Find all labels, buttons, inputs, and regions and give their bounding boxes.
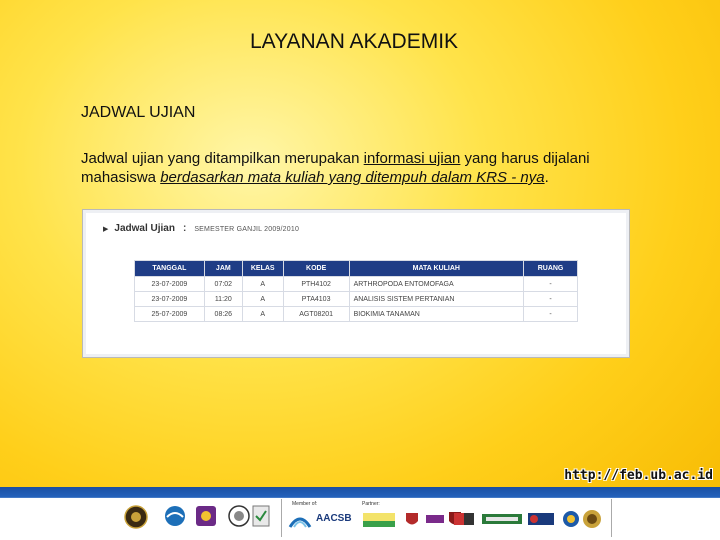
cell-kode: PTA4103 <box>283 292 349 307</box>
abest-logo-icon <box>288 509 312 531</box>
exam-schedule-screenshot <box>82 209 630 358</box>
table-row <box>135 292 578 307</box>
semester-label: SEMESTER GANJIL 2009/2010 <box>194 226 300 233</box>
table-header-row <box>135 261 578 277</box>
cell-kode: PTH4102 <box>283 277 349 292</box>
ig-logo-icon <box>454 513 474 525</box>
panel-title: Jadwal Ujian <box>114 223 175 234</box>
partner-seal-icon <box>562 509 580 529</box>
cell-tanggal: 25-07-2009 <box>135 307 205 322</box>
exam-table <box>134 260 578 322</box>
panel-header <box>103 223 299 234</box>
member-caption: Member of: <box>292 501 318 507</box>
partner-caption: Partner: <box>362 501 380 507</box>
cell-kelas: A <box>242 277 283 292</box>
link-krs[interactable]: berdasarkan mata kuliah yang ditempuh dalam KRS - nya <box>160 169 545 186</box>
cell-kelas: A <box>242 307 283 322</box>
panel-separator: : <box>182 223 187 234</box>
hague-logo-icon <box>482 511 522 527</box>
msu-logo-icon <box>528 511 554 527</box>
partners-block <box>281 499 612 537</box>
certification-logo-icon <box>252 505 270 527</box>
triangle-right-icon: ▶ <box>103 226 109 233</box>
cell-mata-kuliah: ARTHROPODA ENTOMOFAGA <box>349 277 524 292</box>
table-row <box>135 307 578 322</box>
cell-jam: 11:20 <box>204 292 242 307</box>
cell-tanggal: 23-07-2009 <box>135 277 205 292</box>
cell-ruang: - <box>524 307 578 322</box>
cell-ruang: - <box>524 292 578 307</box>
link-informasi-ujian[interactable]: informasi ujian <box>363 150 461 167</box>
partner-university-logo-icon <box>362 509 396 531</box>
slide-title: LAYANAN AKADEMIK <box>249 30 459 53</box>
cell-ruang: - <box>524 277 578 292</box>
column-header-tanggal: TANGGAL <box>135 261 205 277</box>
cell-mata-kuliah: ANALISIS SISTEM PERTANIAN <box>349 292 524 307</box>
gold-seal-icon <box>582 509 602 529</box>
university-seal-icon <box>124 505 148 529</box>
cell-jam: 07:02 <box>204 277 242 292</box>
column-header-kode: KODE <box>283 261 349 277</box>
accreditation-logo-icon <box>195 505 217 527</box>
globe-logo-icon <box>164 505 186 527</box>
section-heading: JADWAL UJIAN <box>81 104 196 121</box>
cell-tanggal: 23-07-2009 <box>135 292 205 307</box>
column-header-jam: JAM <box>204 261 242 277</box>
column-header-ruang: RUANG <box>524 261 578 277</box>
table-row <box>135 277 578 292</box>
aacsb-logo: AACSB <box>316 513 352 524</box>
paragraph-text-1: Jadwal ujian yang ditampilkan merupakan <box>81 150 364 167</box>
column-header-kelas: KELAS <box>242 261 283 277</box>
crest-logo-icon <box>404 511 420 529</box>
cell-kelas: A <box>242 292 283 307</box>
website-url[interactable]: http://feb.ub.ac.id <box>564 468 713 483</box>
usm-logo-icon <box>424 513 446 525</box>
cell-jam: 08:26 <box>204 307 242 322</box>
column-header-mata-kuliah: MATA KULIAH <box>349 261 524 277</box>
description-paragraph <box>81 149 661 187</box>
paragraph-text-2: yang harus dijalani mahasiswa <box>81 150 590 186</box>
registered-logo-icon <box>228 505 250 527</box>
paragraph-text-3: . <box>544 169 549 186</box>
cell-mata-kuliah: BIOKIMIA TANAMAN <box>349 307 524 322</box>
cell-kode: AGT08201 <box>283 307 349 322</box>
